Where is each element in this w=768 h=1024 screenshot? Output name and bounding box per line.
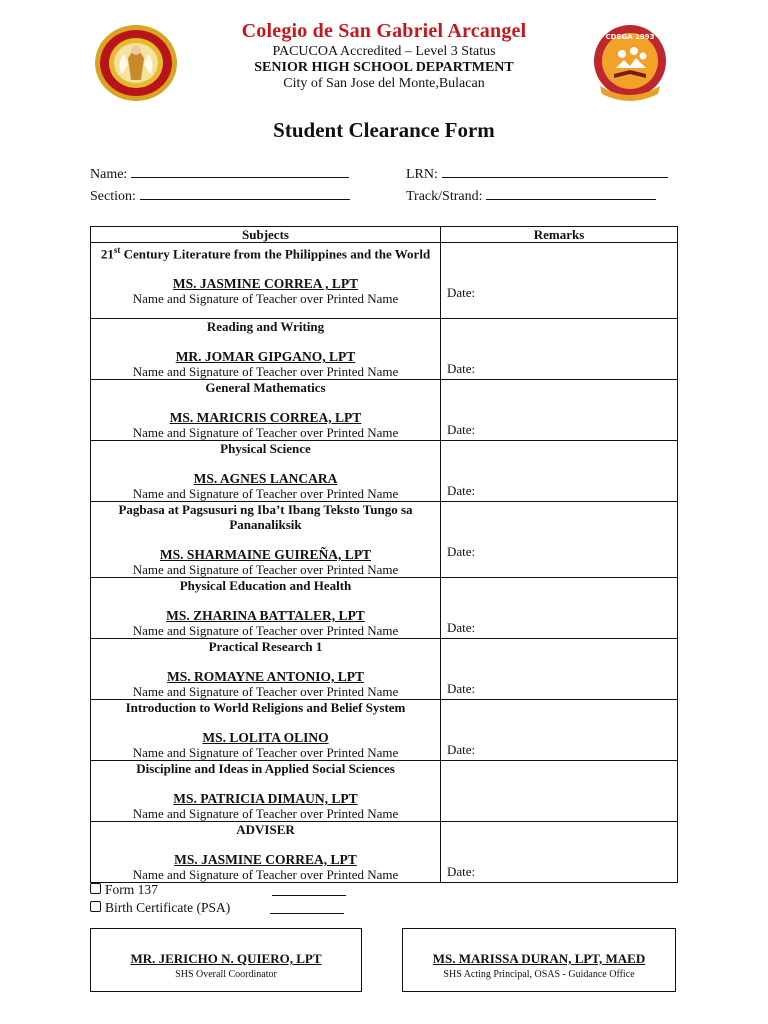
name-blank-line[interactable] <box>131 165 349 178</box>
signature-caption: Name and Signature of Teacher over Printed Name <box>132 291 399 307</box>
remarks-column-header: Remarks <box>441 227 678 243</box>
date-label: Date: <box>447 620 476 635</box>
school-name: Colegio de San Gabriel Arcangel <box>241 20 527 42</box>
subject-name: General Mathematics <box>205 380 326 395</box>
date-label: Date: <box>447 361 476 376</box>
school-seal-left-logo <box>94 24 178 102</box>
date-label: Date: <box>447 742 476 757</box>
birth-certificate-blank-line[interactable] <box>270 912 344 914</box>
teacher-name: MS. ZHARINA BATTALER, LPT <box>166 608 365 623</box>
subject-cell <box>91 761 441 822</box>
remarks-cell[interactable] <box>441 639 678 700</box>
signatory-role: SHS Overall Coordinator <box>175 969 277 980</box>
subject-name: Physical Science <box>220 441 311 456</box>
table-row <box>91 822 678 883</box>
teacher-name: MS. AGNES LANCARA <box>193 471 338 486</box>
signature-caption: Name and Signature of Teacher over Printed Name <box>132 425 399 440</box>
signature-caption: Name and Signature of Teacher over Printed Name <box>132 684 399 699</box>
table-row <box>91 243 678 319</box>
subject-name: Discipline and Ideas in Applied Social Sciences <box>136 761 395 776</box>
subject-name: 21st Century Literature from the Philippines and the World <box>100 245 431 262</box>
date-label: Date: <box>447 864 476 879</box>
remarks-cell[interactable] <box>441 761 678 822</box>
lrn-label: LRN: <box>406 167 438 182</box>
subject-name: ADVISER <box>236 822 295 837</box>
teacher-name: MS. MARICRIS CORREA, LPT <box>169 410 362 425</box>
remarks-cell[interactable] <box>441 822 678 883</box>
letterhead <box>0 0 768 110</box>
table-row <box>91 502 678 578</box>
subject-name: Pagbasa at Pagsusuri ng Iba’t Ibang Teksto Tungo sa Pananaliksik <box>118 502 413 532</box>
checkbox[interactable] <box>90 901 101 912</box>
subject-cell <box>91 639 441 700</box>
school-location: City of San Jose del Monte,Bulacan <box>283 76 485 91</box>
checklist-label: Birth Certificate (PSA) <box>105 900 231 915</box>
signature-caption: Name and Signature of Teacher over Printed Name <box>132 486 399 501</box>
subject-cell <box>91 700 441 761</box>
checkbox[interactable] <box>90 883 101 894</box>
remarks-cell[interactable] <box>441 578 678 639</box>
lrn-blank-line[interactable] <box>442 165 668 178</box>
form-137-blank-line[interactable] <box>272 894 346 896</box>
accreditation-text: PACUCOA Accredited – Level 3 Status <box>272 44 496 59</box>
subject-cell <box>91 243 441 319</box>
subjects-column-header: Subjects <box>91 227 441 243</box>
name-field[interactable] <box>90 165 349 183</box>
coordinator-signature-box <box>90 928 362 992</box>
signature-caption: Name and Signature of Teacher over Printed Name <box>132 562 399 577</box>
date-label: Date: <box>447 483 476 498</box>
date-label: Date: <box>447 544 476 559</box>
signatory-name: MR. JERICHO N. QUIERO, LPT <box>130 951 322 966</box>
teacher-name: MS. ROMAYNE ANTONIO, LPT <box>167 669 364 684</box>
signature-caption: Name and Signature of Teacher over Printed Name <box>132 623 399 638</box>
subject-cell <box>91 502 441 578</box>
remarks-cell[interactable] <box>441 502 678 578</box>
checklist-item-birth-certificate[interactable] <box>90 900 230 916</box>
table-row <box>91 761 678 822</box>
signature-caption: Name and Signature of Teacher over Printed Name <box>132 806 399 821</box>
remarks-cell[interactable] <box>441 380 678 441</box>
teacher-name: MS. LOLITA OLINO <box>202 730 329 745</box>
subject-name: Physical Education and Health <box>179 578 352 593</box>
section-blank-line[interactable] <box>140 187 350 200</box>
table-row <box>91 319 678 380</box>
table-row <box>91 700 678 761</box>
track-strand-label: Track/Strand: <box>406 189 483 204</box>
table-row <box>91 441 678 502</box>
signature-caption: Name and Signature of Teacher over Printed Name <box>132 867 399 882</box>
subject-cell <box>91 441 441 502</box>
table-row <box>91 578 678 639</box>
teacher-name: MS. JASMINE CORREA, LPT <box>174 852 357 867</box>
subject-name: Reading and Writing <box>206 319 325 334</box>
date-label: Date: <box>447 422 476 437</box>
department-name: SENIOR HIGH SCHOOL DEPARTMENT <box>254 60 514 75</box>
date-label: Date: <box>447 681 476 696</box>
signatory-role: SHS Acting Principal, OSAS - Guidance Office <box>443 969 635 980</box>
remarks-cell[interactable] <box>441 441 678 502</box>
remarks-cell[interactable] <box>441 243 678 319</box>
principal-signature-box <box>402 928 676 992</box>
teacher-name: MR. JOMAR GIPGANO, LPT <box>175 349 356 364</box>
signature-caption: Name and Signature of Teacher over Printed Name <box>132 364 399 379</box>
signatory-name: MS. MARISSA DURAN, LPT, MAED <box>432 951 646 966</box>
subject-name: Practical Research 1 <box>208 639 323 654</box>
signature-caption: Name and Signature of Teacher over Printed Name <box>132 745 399 760</box>
table-row <box>91 639 678 700</box>
subject-name: Introduction to World Religions and Belief System <box>125 700 406 715</box>
clearance-table <box>90 226 678 883</box>
table-row <box>91 380 678 441</box>
right-logo-text: CDSGA 1993 <box>605 33 655 41</box>
section-label: Section: <box>90 189 136 204</box>
form-title: Student Clearance Form <box>273 118 495 142</box>
name-label: Name: <box>90 167 128 182</box>
remarks-cell[interactable] <box>441 700 678 761</box>
lrn-field[interactable] <box>406 165 668 183</box>
subject-cell <box>91 822 441 883</box>
subject-cell <box>91 578 441 639</box>
date-label: Date: <box>447 285 476 300</box>
teacher-name: MS. PATRICIA DIMAUN, LPT <box>173 791 358 806</box>
track-strand-blank-line[interactable] <box>486 187 656 200</box>
teacher-name: MS. SHARMAINE GUIREÑA, LPT <box>159 547 372 562</box>
remarks-cell[interactable] <box>441 319 678 380</box>
section-field[interactable] <box>90 187 350 205</box>
subject-cell <box>91 319 441 380</box>
teacher-name: MS. JASMINE CORREA , LPT <box>172 276 359 292</box>
checklist-item-form-137[interactable] <box>90 882 158 898</box>
subject-cell <box>91 380 441 441</box>
cdsga-seal-right-logo <box>588 24 672 102</box>
checklist-label: Form 137 <box>105 882 158 897</box>
track-strand-field[interactable] <box>406 187 656 205</box>
